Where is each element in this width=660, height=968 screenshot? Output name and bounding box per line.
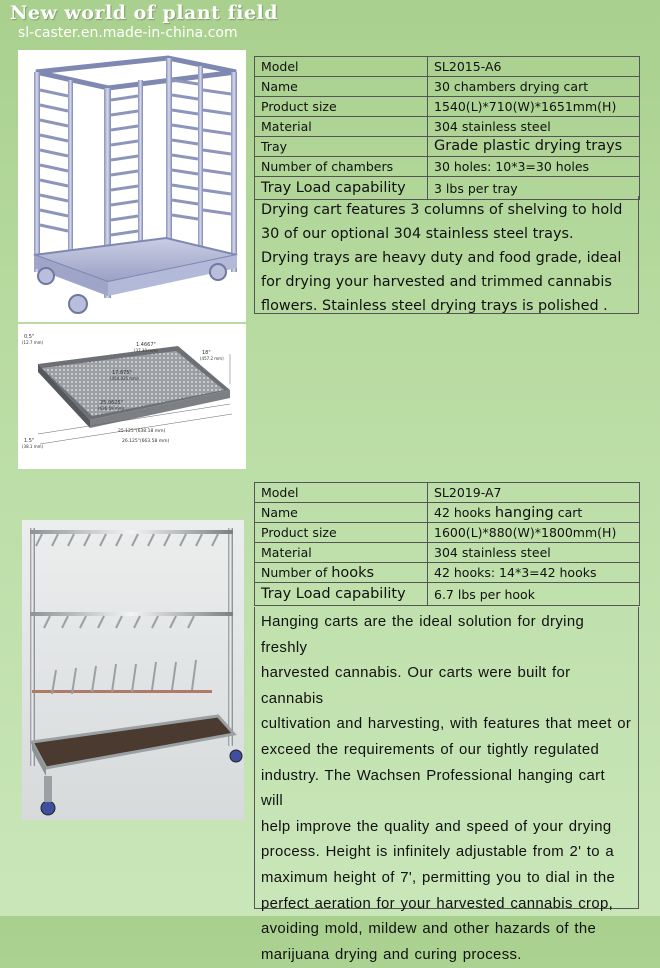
spec-label: Model [255,483,428,503]
description-line: 30 of our optional 304 stainless steel trays. [261,226,574,242]
dim-label: 18" [202,350,211,356]
dim-label: 1.5" [24,438,35,444]
spec-label: Material [255,117,428,137]
spec-label-part: Number of [261,564,332,580]
dim-label: (457.2 mm) [200,356,224,361]
dim-label: 25.0625" [100,400,123,406]
description-line: Drying cart features 3 columns of shelving to hold [261,202,623,218]
spec-label: Tray [255,137,428,157]
spec-label [255,563,428,583]
dim-label: (37.30 mm) [134,348,158,353]
description-line: marijuana drying and curing process. [261,946,522,963]
dim-label: 25.125"(638.18 mm) [118,429,166,434]
spec-value-part: hanging [494,504,554,521]
spec-value: 304 stainless steel [428,543,640,563]
dim-label: (38.1 mm) [22,444,44,449]
description-line: process. Height is infinitely adjustable from 2' to a [261,844,615,861]
table-row [255,57,640,77]
spec-label: Product size [255,97,428,117]
table-row [255,157,640,177]
description-line: avoiding mold, mildew and other hazards of the [261,921,597,938]
table-row [255,77,640,97]
drying-cart-image [18,50,246,322]
description-line: flowers. Stainless steel drying trays is polished . [261,298,608,314]
spec-table-sl2015 [254,56,640,200]
table-row [255,583,640,606]
spec-label-part: hooks [331,564,375,581]
description-line: exceed the requirements of our tightly regulated [261,741,600,758]
spec-value: 3 lbs per tray [428,177,640,200]
table-row [255,503,640,523]
description-line: Hanging carts are the ideal solution for drying freshly [261,614,585,656]
description-line: help improve the quality and speed of your drying [261,818,612,835]
table-row [255,137,640,157]
site-url: sl-caster.en.made-in-china.com [18,25,238,41]
description-line: cultivation and harvesting, with features that meet or [261,716,632,733]
spec-value-part: 42 hooks [434,504,495,520]
dim-label: (12.7 mm) [22,340,44,345]
page-title: New world of plant field [10,2,279,24]
description-sl2019 [254,607,639,963]
table-row [255,97,640,117]
spec-value: 304 stainless steel [428,117,640,137]
spec-value: 30 chambers drying cart [428,77,640,97]
table-row [255,563,640,583]
spec-value: Grade plastic drying trays [428,137,640,157]
table-row [255,543,640,563]
spec-value: 1600(L)*880(W)*1800mm(H) [428,523,640,543]
drying-cart-photo [18,50,246,322]
table-row [255,483,640,503]
description-line: harvested cannabis. Our carts were built for cannabis [261,665,571,707]
spec-table-sl2019 [254,482,640,606]
spec-label: Tray Load capability [255,583,428,606]
tray-dimension-drawing [18,324,246,469]
spec-label: Product size [255,523,428,543]
spec-label: Model [255,57,428,77]
dim-label: 26.125"(663.58 mm) [122,439,170,444]
spec-value: 30 holes: 10*3=30 holes [428,157,640,177]
spec-value: SL2015-A6 [428,57,640,77]
spec-value [428,503,640,523]
spec-label: Number of chambers [255,157,428,177]
spec-label: Name [255,77,428,97]
spec-label: Name [255,503,428,523]
spec-value-part: cart [553,504,583,520]
hanging-cart-photo [22,520,244,820]
description-line: industry. The Wachsen Professional hanging cart will [261,767,605,810]
spec-value: 42 hooks: 14*3=42 hooks [428,563,640,583]
table-row [255,117,640,137]
dim-label: (636.59 mm) [98,406,125,411]
spec-value: 1540(L)*710(W)*1651mm(H) [428,97,640,117]
table-row [255,523,640,543]
description-sl2015 [254,196,639,314]
description-line: for drying your harvested and trimmed cannabis [261,274,612,290]
dim-label: 1.4667" [136,342,156,348]
dim-label: 0.5" [24,334,35,340]
description-line: perfect aeration for your harvested cannabis crop, [261,895,614,912]
hanging-cart-image [22,520,244,820]
spec-label: Tray Load capability [255,177,428,200]
spec-label: Material [255,543,428,563]
dim-label: 17.875" [112,370,132,376]
dim-label: (454.025 mm) [110,376,139,381]
description-line: maximum height of 7', permitting you to dial in the [261,869,616,886]
spec-value: SL2019-A7 [428,483,640,503]
description-line: Drying trays are heavy duty and food grade, ideal [261,250,622,266]
spec-value: 6.7 lbs per hook [428,583,640,606]
tray-drawing [18,324,246,469]
